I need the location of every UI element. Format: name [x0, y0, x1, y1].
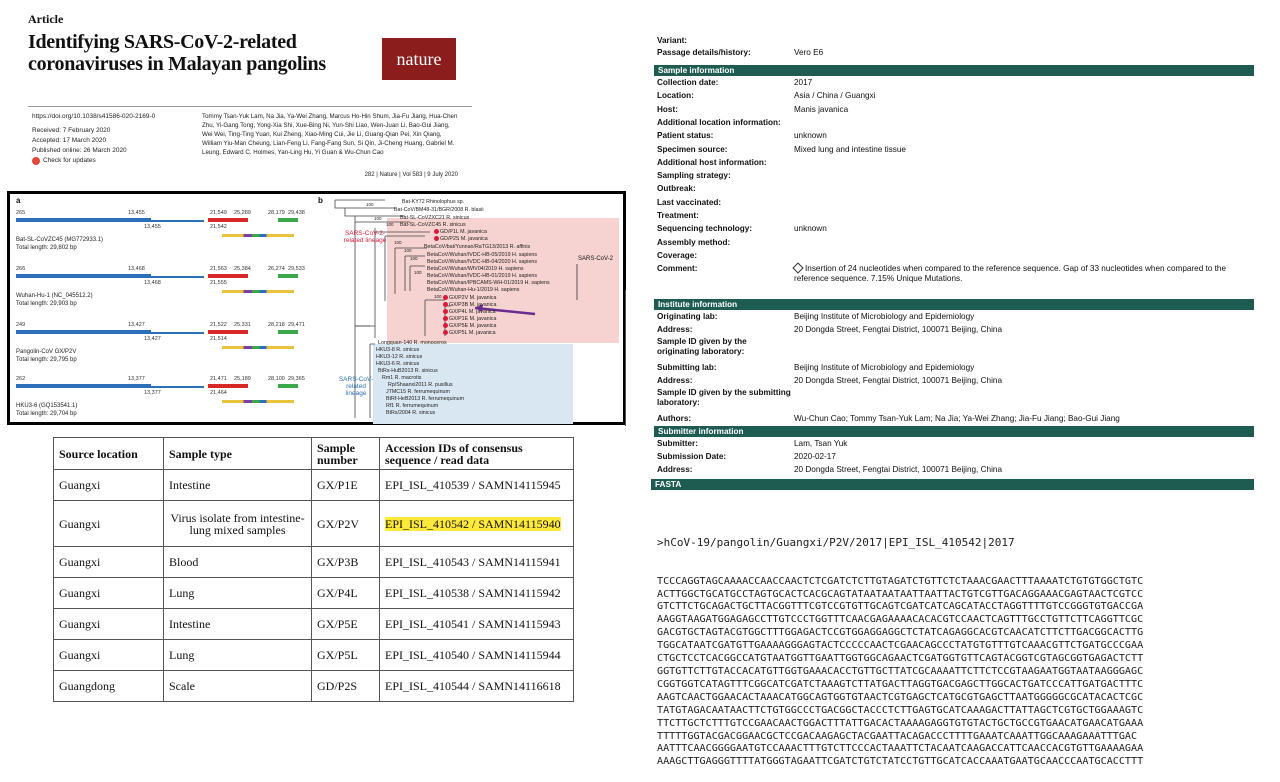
cell-accession — [380, 578, 574, 609]
cell-accession — [380, 547, 574, 578]
pangolin-dot-icon — [443, 309, 448, 314]
lineage-blue-label: SARS-CoV-related lineage — [338, 376, 374, 397]
genome-length: Total length: 29,795 bp — [16, 357, 77, 363]
genome-position-label: 249 — [16, 322, 26, 328]
article-divider — [28, 106, 472, 107]
metadata-value — [794, 465, 1259, 475]
metadata-value-text: unknown — [794, 131, 827, 141]
header-sample-number: Sample number — [312, 438, 380, 470]
genome-position-label: 25,331 — [234, 322, 251, 328]
orf1ab-bar — [16, 218, 151, 222]
tree-taxon-label — [394, 207, 484, 213]
genome-position-label: 265 — [16, 210, 26, 216]
spike-bar — [208, 330, 248, 334]
cell-sample-number: GX/P2V — [312, 501, 380, 547]
metadata-label: Specimen source: — [657, 144, 728, 154]
table-row — [54, 501, 574, 547]
fasta-line: AAGGTAAGATGGAGAGCCTTGTCCCTGGTTTCAACGAGAAAACACACGTCCAACTCAGTTTGCCTGTTCTTCAGGTTCGC — [657, 614, 1144, 626]
check-updates-label: Check for updates — [43, 157, 96, 164]
genome-name — [16, 348, 77, 364]
fasta-line: TTCTTGCTCTTTGTCCGAACAACTGGACTTTATTGACACTAAAAGAGGTGTGTACTGCTGCCGTGAACATGAACATGAAA — [657, 717, 1144, 729]
metadata-value — [794, 48, 1259, 58]
article-pub-line: 282 | Nature | Vol 583 | 9 July 2020 — [364, 172, 458, 178]
genome-position-label: 13,427 — [128, 322, 145, 328]
n-gene-bar — [278, 218, 298, 222]
fasta-line: TGGCATAATCGATGTTGAAAAGGGAGTACTCCCCCAACTCGAACAGCCCTATGTGTTTGTCAAACGTTCTGATGCCCGAA — [657, 640, 1144, 652]
metadata-label: Sequencing technology: — [657, 224, 753, 234]
cell-accession — [380, 640, 574, 671]
panel-a-label: a — [16, 196, 21, 205]
genome-diagram — [16, 322, 316, 372]
metadata-value — [794, 452, 1259, 462]
tree-taxon-label — [400, 222, 466, 228]
metadata-value — [794, 78, 1259, 88]
metadata-label: Passage details/history: — [657, 48, 751, 57]
genome-position-label: 21,542 — [210, 224, 227, 230]
cell-source-location: Guangdong — [54, 671, 164, 702]
accession-text: EPI_ISL_410539 / SAMN14115945 — [385, 478, 561, 492]
fasta-lines — [657, 576, 1257, 770]
metadata-label: Additional host information: — [657, 157, 767, 167]
orf1b-bar — [146, 386, 204, 388]
fasta-line: TCCCAGGTAGCAAAACCAACCAACTCTCGATCTCTTGTAGATCTGTTCTCTAAACGAACTTTAAAATCTGTGTGGCTGTC — [657, 575, 1144, 587]
metadata-value — [794, 414, 1259, 424]
metadata-label: Address: — [657, 375, 693, 385]
genome-name — [16, 236, 103, 252]
metadata-value-text: Manis javanica — [794, 104, 849, 114]
fasta-header: >hCoV-19/pangolin/Guangxi/P2V/2017|EPI_ISL_410542|2017 — [657, 535, 1015, 549]
cell-sample-number: GX/P5L — [312, 640, 380, 671]
cell-accession — [380, 470, 574, 501]
tree-taxon-text: BetaCoV/Wuhan/IVDC-HB-01/2019 H. sapiens — [427, 273, 538, 279]
fasta-line: AATTTCAACGGGGAATGTCCAAACTTTGTCTTCCCACTAAATTCTACAATCAAGACCATTCAACCACGTGTTGAAAAGAA — [657, 743, 1144, 755]
cell-sample-number: GX/P1E — [312, 470, 380, 501]
genome-length: Total length: 29,704 bp — [16, 411, 77, 417]
tree-taxon-text: GX/P5L M. javanica — [449, 330, 496, 336]
metadata-value — [794, 224, 1259, 234]
tree-taxon-label — [443, 309, 496, 315]
metadata-value-text: 20 Dongda Street, Fengtai District, 100071 Beijing, China — [794, 464, 1002, 474]
genome-position-label: 28,100 — [268, 376, 285, 382]
fasta-line: TTTTTGGTACGACGGAACGCTCCGACAAGAGCTACGAATTACAGACCCTTTTGAAATCAAATTGGCAAAGAAATTTGAC — [657, 730, 1138, 742]
cell-accession — [380, 501, 574, 547]
pangolin-dot-icon — [434, 236, 439, 241]
bootstrap-value: 100 — [394, 240, 402, 245]
metadata-value-text: Mixed lung and intestine tissue — [794, 144, 906, 154]
tree-taxon-text: Rp/Shaanxi2011 R. pusillus — [388, 382, 453, 388]
nature-logo: nature — [382, 38, 456, 80]
metadata-value — [794, 325, 1259, 335]
tree-taxon-text: GX/P3B M. javanica — [449, 302, 497, 308]
metadata-label: Comment: — [657, 264, 698, 274]
tree-taxon-text: Longquan-140 R. monoceros — [378, 340, 447, 346]
tree-taxon-text: GX/P2V M. javanica — [449, 295, 497, 301]
metadata-value-text: 2017 — [794, 78, 813, 87]
tree-taxon-text: BtRs/2004 R. sinicus — [386, 410, 436, 416]
article-published: Published online: 26 March 2020 — [32, 147, 127, 154]
metadata-label: Submitter: — [657, 439, 698, 448]
tree-taxon-label — [427, 287, 519, 293]
tree-taxon-text: HKU3-12 R. sinicus — [376, 354, 423, 360]
genome-length: Total length: 29,903 bp — [16, 301, 77, 307]
metadata-value — [794, 145, 1259, 155]
genome-position-label: 13,455 — [128, 210, 145, 216]
genome-position-label: 21,514 — [210, 336, 227, 342]
tree-taxon-label — [443, 295, 496, 301]
metadata-value — [794, 91, 1259, 101]
tree-taxon-label — [434, 229, 487, 235]
tree-taxon-label — [434, 236, 488, 242]
genome-position-label: 13,468 — [144, 280, 161, 286]
metadata-value-text: Insertion of 24 nucleotides when compared to the reference sequence. Gap of 33 nucleotides when compared to the reference sequence. 7.15% Unique Mutations. — [794, 264, 1227, 284]
metadata-label: Outbreak: — [657, 184, 696, 194]
metadata-value-text: Wu-Chun Cao; Tommy Tsan-Yuk Lam; Na Jia; Ya-Wei Zhang; Jia-Fu Jiang; Bao-Gui Jiang — [794, 414, 1120, 423]
metadata-label: Coverage: — [657, 250, 698, 260]
metadata-value-text: 2020-02-17 — [794, 451, 836, 461]
bootstrap-value: 100 — [366, 202, 374, 207]
genome-position-label: 26,274 — [268, 266, 285, 272]
tree-taxon-label — [376, 361, 419, 367]
genome-position-label: 28,179 — [268, 210, 285, 216]
metadata-value — [794, 264, 1259, 284]
metadata-value-text: Beijing Institute of Microbiology and Epidemiology — [794, 312, 975, 321]
metadata-label: Host: — [657, 104, 678, 114]
article-authors: Tommy Tsan-Yuk Lam, Na Jia, Ya-Wei Zhang, Marcus Ho-Hin Shum, Jia-Fu Jiang, Hua-Chen Zhu, Yi-Gang Tong, Yong-Xia Shi, Xue-Bing Ni, Yun-Shi Liao, Wen-Juan Li, Bao-Gui Jiang, Wei Wei, Ting-Ting Yuan, Kui Zheng, Xiao-Ming Cui, Jie Li, Guang-Qian Pei, Xin Qiang, William Yiu-Man Cheung, Lian-Feng Li, Fang-Fang Sun, Si Qin, Ji-Cheng Huang, Gabriel M. Leung, Edward C. Holmes, Yan-Ling Hu, Yi Guan & Wu-Chun Cao — [202, 113, 458, 156]
pangolin-dot-icon — [443, 323, 448, 328]
metadata-value — [794, 439, 1259, 449]
article-kind: Article — [28, 12, 64, 26]
spike-bar — [208, 384, 248, 388]
fasta-line: CTGCTCCTCACGGCCATGTAATGGTTGAATTGGTGGCAGAACTCGATGGTGTTCAGTACGGTCGTAGCGGTGAGACTCTT — [657, 653, 1144, 665]
tree-taxon-text: GD/P2S M. javanica — [440, 236, 488, 242]
metadata-value — [794, 363, 1259, 373]
metadata-label: Submitting lab: — [657, 363, 717, 372]
tree-taxon-label — [386, 403, 438, 409]
tree-taxon-label — [443, 302, 496, 308]
genome-position-label: 21,555 — [210, 280, 227, 286]
sample-information-header: Sample information — [654, 65, 1254, 76]
info-icon — [792, 263, 803, 274]
bootstrap-value: 100 — [374, 216, 382, 221]
tree-taxon-text: BtRf-HeB2013 R. ferrumequinum — [386, 396, 465, 402]
pangolin-dot-icon — [443, 330, 448, 335]
metadata-label: Originating lab: — [657, 312, 718, 321]
metadata-value — [794, 105, 1259, 115]
accessory-genes-bar — [222, 400, 294, 403]
genome-name — [16, 292, 93, 308]
cell-source-location: Guangxi — [54, 578, 164, 609]
genome-position-label: 25,189 — [234, 376, 251, 382]
metadata-value-text: Asia / China / Guangxi — [794, 91, 876, 101]
table-row — [54, 640, 574, 671]
tree-taxon-label — [427, 280, 550, 286]
metadata-value-text: Beijing Institute of Microbiology and Epidemiology — [794, 363, 975, 372]
fasta-section-header: FASTA — [651, 479, 1254, 490]
section-divider-line — [625, 290, 626, 426]
genome-name — [16, 402, 77, 418]
genome-diagram — [16, 210, 316, 260]
tree-taxon-text: Bat-KY72 Rhinolophus sp. — [402, 199, 465, 205]
genome-position-label: 29,471 — [288, 322, 305, 328]
cell-source-location: Guangxi — [54, 501, 164, 547]
header-sample-type: Sample type — [164, 438, 312, 470]
accession-text: EPI_ISL_410538 / SAMN14115942 — [385, 586, 561, 600]
genome-position-label: 262 — [16, 376, 26, 382]
n-gene-bar — [278, 274, 298, 278]
fasta-line: TATGTAGACAATAACTTCTGTGGCCCTGACGGCTACCCTCTTGAGTGCATCAAAGACTTATTAGCTCGTGCTGGAAAGTC — [657, 704, 1144, 716]
cell-source-location: Guangxi — [54, 609, 164, 640]
genome-position-label: 13,377 — [144, 390, 161, 396]
pangolin-dot-icon — [443, 316, 448, 321]
header-source-location: Source location — [54, 438, 164, 470]
genome-position-label: 21,522 — [210, 322, 227, 328]
pangolin-dot-icon — [443, 302, 448, 307]
tree-taxon-text: BtRs-HuB2013 R. sinicus — [378, 368, 438, 374]
genome-position-label: 29,533 — [288, 266, 305, 272]
institute-information-header: Institute information — [654, 299, 1254, 310]
cell-sample-type: Intestine — [164, 609, 312, 640]
tree-taxon-text: BetaCoV/Wuhan/IVDC-HB-04/2020 H. sapiens — [427, 259, 538, 265]
cell-accession — [380, 671, 574, 702]
cell-source-location: Guangxi — [54, 640, 164, 671]
genome-position-label: 21,563 — [210, 266, 227, 272]
metadata-label: Variant: — [657, 36, 688, 45]
bootstrap-value: 100 — [410, 256, 418, 261]
tree-taxon-label — [388, 382, 453, 388]
orf1ab-bar — [16, 330, 151, 334]
metadata-label: Patient status: — [657, 131, 714, 141]
tree-taxon-text: Rm1 R. macrotis — [382, 375, 422, 381]
metadata-label: Sample ID given by the originating laboratory: — [657, 337, 747, 356]
metadata-label: Treatment: — [657, 211, 699, 220]
genome-position-label: 21,464 — [210, 390, 227, 396]
metadata-value-text: unknown — [794, 224, 827, 234]
metadata-label: Authors: — [657, 414, 692, 423]
orf1b-bar — [146, 276, 204, 278]
metadata-value — [794, 131, 1259, 141]
tree-taxon-label — [443, 323, 496, 329]
spike-bar — [208, 274, 248, 278]
cell-source-location: Guangxi — [54, 470, 164, 501]
tree-taxon-text: GX/P4L M. javanica — [449, 309, 496, 315]
table-row — [54, 609, 574, 640]
orf1ab-bar — [16, 274, 151, 278]
table-row — [54, 547, 574, 578]
tree-taxon-label — [386, 396, 464, 402]
genome-position-label: 28,218 — [268, 322, 285, 328]
metadata-label: Location: — [657, 91, 694, 101]
article-header — [28, 12, 472, 184]
tree-taxon-text: GX/P5E M. javanica — [449, 323, 497, 329]
tree-taxon-text: GD/P1L M. javanica — [440, 229, 487, 235]
cell-sample-number: GX/P5E — [312, 609, 380, 640]
tree-taxon-text: Rf1 R. ferrumequinum — [386, 403, 439, 409]
cell-sample-type: Blood — [164, 547, 312, 578]
tree-taxon-label — [382, 375, 421, 381]
article-accepted: Accepted: 17 March 2020 — [32, 137, 107, 144]
genome-position-label: 13,455 — [144, 224, 161, 230]
article-doi[interactable]: https://doi.org/10.1038/s41586-020-2169-0 — [32, 113, 156, 120]
genome-position-label: 25,384 — [234, 266, 251, 272]
metadata-label: Address: — [657, 464, 693, 474]
genome-position-label: 266 — [16, 266, 26, 272]
tree-taxon-label — [443, 330, 496, 336]
tree-taxon-label — [400, 215, 469, 221]
bootstrap-value: 100 — [434, 294, 442, 299]
cell-sample-number: GD/P2S — [312, 671, 380, 702]
pangolin-dot-icon — [434, 229, 439, 234]
tree-taxon-text: JTMC15 R. ferrumequinum — [386, 389, 450, 395]
cell-sample-type: Lung — [164, 640, 312, 671]
gisaid-metadata-panel — [651, 36, 1254, 490]
cell-source-location: Guangxi — [54, 547, 164, 578]
spike-bar — [208, 218, 248, 222]
genome-position-label: 13,427 — [144, 336, 161, 342]
tree-taxon-label — [427, 252, 537, 258]
tree-taxon-text: BetaCoV/Wuhan-Hu-1/2019 H. sapiens — [427, 287, 520, 293]
metadata-label: Collection date: — [657, 78, 719, 87]
tree-taxon-text: BetaCoV/Wuhan/WIV04/2019 H. sapiens — [427, 266, 524, 272]
genome-diagram — [16, 266, 316, 316]
tree-taxon-text: Bat-CoV/BM48-31/BGR/2008 R. blasii — [394, 207, 484, 213]
fasta-line: ACTTGGCTGCATGCCTAGTGCACTCACGCAGTATAATAATAATTAATTACTGTCGTTGACAGGAAACGAGTAACTCGTCC — [657, 588, 1144, 600]
metadata-label: Last vaccinated: — [657, 197, 722, 207]
tree-taxon-label — [376, 354, 422, 360]
metadata-value — [794, 376, 1259, 386]
accessory-genes-bar — [222, 290, 294, 293]
tree-taxon-label — [402, 199, 464, 205]
genome-accession: HKU3-6 (GQ153541.1) — [16, 403, 78, 409]
fasta-line: AAGTCAACTGGAACACTAAACATGGCAGTGGTGTAACTCGTGAGCTCATGCGTGAGCTTAATGGGGGCGCATACACTCGC — [657, 691, 1144, 703]
cell-accession — [380, 609, 574, 640]
genome-position-label: 29,365 — [288, 376, 305, 382]
genome-accession: Wuhan-Hu-1 (NC_045512.2) — [16, 293, 93, 299]
tree-taxon-text: BetaCoV/bat/Yunnan/RaTG13/2013 R. affinis — [424, 244, 531, 250]
table-body — [54, 470, 574, 702]
accession-text: EPI_ISL_410542 / SAMN14115940 — [385, 516, 561, 531]
pangolin-dot-icon — [443, 295, 448, 300]
accession-text: EPI_ISL_410540 / SAMN14115944 — [385, 648, 561, 662]
metadata-value-text: 20 Dongda Street, Fengtai District, 100071 Beijing, China — [794, 375, 1002, 385]
tree-taxon-text: BetaCoV/Wuhan/IPBCAMS-WH-01/2019 H. sapiens — [427, 280, 550, 286]
genome-accession: Pangolin-CoV GX/P2V — [16, 349, 77, 355]
tree-taxon-label — [386, 410, 435, 416]
genome-position-label: 29,438 — [288, 210, 305, 216]
check-updates[interactable] — [32, 156, 174, 166]
genome-position-label: 13,468 — [128, 266, 145, 272]
metadata-label: Sampling strategy: — [657, 171, 731, 181]
genome-diagram — [16, 376, 316, 426]
fasta-line: CGGTGGTCATAGTTTCGGCATCGATCTAAAGTCTTATGACTTAGGTGACGAGCTTGGCACTGATCCCATTGATGACTTTC — [657, 678, 1144, 690]
accession-text: EPI_ISL_410541 / SAMN14115943 — [385, 617, 561, 631]
metadata-value-text: Vero E6 — [794, 48, 824, 57]
metadata-value-text: 20 Dongda Street, Fengtai District, 100071 Beijing, China — [794, 324, 1002, 334]
table-row — [54, 578, 574, 609]
bootstrap-value: 100 — [386, 222, 394, 227]
sample-table — [53, 437, 574, 702]
genome-position-label: 21,549 — [210, 210, 227, 216]
genome-length: Total length: 29,802 bp — [16, 245, 77, 251]
tree-taxon-label — [376, 347, 419, 353]
tree-taxon-label — [424, 244, 530, 250]
genome-position-label: 21,471 — [210, 376, 227, 382]
accessory-genes-bar — [222, 234, 294, 237]
accessory-genes-bar — [222, 346, 294, 349]
cell-sample-type: Scale — [164, 671, 312, 702]
metadata-label: Additional location information: — [657, 117, 781, 127]
tree-taxon-text: Bat-SL-CoVZC45 R. sinicus — [400, 222, 466, 228]
orf1b-bar — [146, 220, 204, 222]
tree-taxon-label — [427, 273, 537, 279]
tree-taxon-label — [378, 368, 438, 374]
n-gene-bar — [278, 384, 298, 388]
orf1b-bar — [146, 332, 204, 334]
accession-text: EPI_ISL_410543 / SAMN14115941 — [385, 555, 561, 569]
cell-sample-number: GX/P3B — [312, 547, 380, 578]
genome-position-label: 13,377 — [128, 376, 145, 382]
tree-taxon-text: BetaCoV/Wuhan/IVDC-HB-05/2019 H. sapiens — [427, 252, 538, 258]
article-dates — [32, 112, 174, 166]
panel-b-label: b — [318, 196, 323, 205]
fasta-line: GTCTTCTGCAGACTGCTTACGGTTTCGTCCGTGTTGCAGTCGATCATCAGCATACCTAGGTTTTGTCCGGGTGTGACCGA — [657, 601, 1144, 613]
cell-sample-type: Intestine — [164, 470, 312, 501]
metadata-value-text: Lam, Tsan Yuk — [794, 439, 848, 448]
tree-taxon-text: Bat-SL-CoVZXC21 R. sinicus — [400, 215, 470, 221]
tree-taxon-text: HKU3-6 R. sinicus — [376, 361, 420, 367]
tree-taxon-label — [378, 340, 447, 346]
metadata-label: Submission Date: — [657, 451, 727, 461]
submitter-information-header: Submitter information — [654, 426, 1254, 437]
tree-taxon-label — [443, 316, 496, 322]
genome-position-label: 25,289 — [234, 210, 251, 216]
tree-taxon-label — [427, 266, 523, 272]
fasta-line: GGTGTTCTTGTACCACATGTTGGTGAAACACCTGTTGCTTATCGCAAAATTCTTCTCCGTAAGAATGGTAATAAGGGAGC — [657, 665, 1144, 677]
cell-sample-number: GX/P4L — [312, 578, 380, 609]
figure-panel — [7, 191, 626, 425]
cell-sample-type: Lung — [164, 578, 312, 609]
bootstrap-value: 100 — [404, 248, 412, 253]
metadata-label: Assembly method: — [657, 237, 731, 247]
genome-accession: Bat-SL-CoVZC45 (MG772933.1) — [16, 237, 104, 243]
table-row — [54, 671, 574, 702]
fasta-line: GACGTGCTAGTACGTGGCTTTGGAGACTCCGTGGAGGAGGCTCTATCAGAGGCACGTCAACATCTTCTTGACGGCACTTG — [657, 627, 1144, 639]
orf1ab-bar — [16, 384, 151, 388]
table-row — [54, 470, 574, 501]
table-header-row — [54, 438, 574, 470]
tree-taxon-text: GX/P1E M. javanica — [449, 316, 497, 322]
metadata-label: Address: — [657, 324, 693, 334]
sars2-label: SARS-CoV-2 — [578, 256, 614, 262]
lineage-red-label: SARS-CoV-2-related lineage — [343, 230, 387, 244]
fasta-sequence — [657, 510, 1257, 782]
metadata-value — [794, 312, 1259, 322]
metadata-label: Sample ID given by the submitting laboratory: — [657, 388, 791, 407]
article-received: Received: 7 February 2020 — [32, 127, 111, 134]
tree-taxon-label — [427, 259, 537, 265]
tree-taxon-text: HKU3-8 R. sinicus — [376, 347, 420, 353]
n-gene-bar — [278, 330, 298, 334]
accession-text: EPI_ISL_410544 / SAMN14116618 — [385, 679, 561, 693]
check-updates-icon — [32, 157, 40, 165]
cell-sample-type: Virus isolate from intestine-lung mixed samples — [164, 501, 312, 547]
tree-taxon-label — [386, 389, 450, 395]
bootstrap-value: 100 — [414, 270, 422, 275]
fasta-line: AAAGCTTGAGGGTTTTATGGGTAGAATTCGATCTGTCTATCCTGTTGCATCACCAAATGAATGCAACCCAATGCACCTTT — [657, 756, 1144, 768]
article-title: Identifying SARS-CoV-2-related coronaviruses in Malayan pangolins — [28, 31, 326, 75]
header-accession: Accession IDs of consensus sequence / read data — [380, 438, 574, 470]
